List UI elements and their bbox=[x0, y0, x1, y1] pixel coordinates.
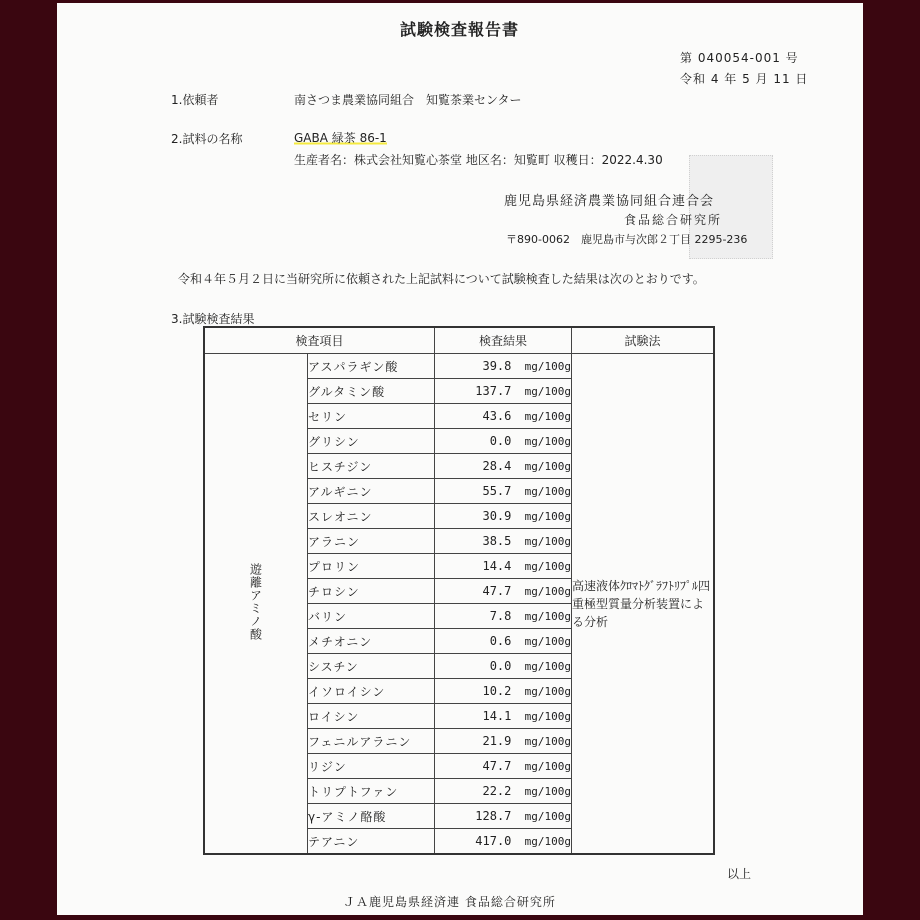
result-value: 417.0 bbox=[475, 834, 512, 848]
test-result bbox=[435, 404, 572, 429]
result-unit: mg/100g bbox=[524, 535, 571, 548]
result-value: 28.4 bbox=[482, 459, 512, 473]
test-result bbox=[435, 429, 572, 454]
result-unit: mg/100g bbox=[524, 810, 571, 823]
test-item: チロシン bbox=[308, 579, 435, 604]
result-unit: mg/100g bbox=[524, 410, 571, 423]
test-item: イソロイシン bbox=[308, 679, 435, 704]
requester-value: 南さつま農業協同組合 知覧茶業センター bbox=[294, 93, 522, 107]
result-unit: mg/100g bbox=[524, 360, 571, 373]
result-unit: mg/100g bbox=[524, 435, 571, 448]
result-value: 47.7 bbox=[482, 759, 512, 773]
result-unit: mg/100g bbox=[524, 510, 571, 523]
result-value: 14.1 bbox=[482, 709, 512, 723]
test-result bbox=[435, 654, 572, 679]
test-item: トリプトファン bbox=[308, 779, 435, 804]
result-value: 38.5 bbox=[482, 534, 512, 548]
result-unit: mg/100g bbox=[524, 710, 571, 723]
issuer-department: 食品総合研究所 bbox=[624, 213, 723, 227]
result-unit: mg/100g bbox=[524, 635, 571, 648]
result-unit: mg/100g bbox=[524, 460, 571, 473]
header-item: 検査項目 bbox=[204, 327, 435, 354]
test-result bbox=[435, 629, 572, 654]
test-item: アスパラギン酸 bbox=[308, 354, 435, 379]
result-value: 14.4 bbox=[482, 559, 512, 573]
test-item: フェニルアラニン bbox=[308, 729, 435, 754]
test-item: セリン bbox=[308, 404, 435, 429]
test-item: アルギニン bbox=[308, 479, 435, 504]
result-unit: mg/100g bbox=[524, 785, 571, 798]
result-unit: mg/100g bbox=[524, 735, 571, 748]
result-unit: mg/100g bbox=[524, 385, 571, 398]
test-result bbox=[435, 529, 572, 554]
test-result bbox=[435, 479, 572, 504]
section-results-heading: 3.試験検査結果 bbox=[171, 312, 255, 326]
test-item: ヒスチジン bbox=[308, 454, 435, 479]
test-item: バリン bbox=[308, 604, 435, 629]
table-header-row bbox=[204, 327, 714, 354]
group-label-text: 遊離アミノ酸 bbox=[248, 563, 263, 641]
document-date: 令和 4 年 5 月 11 日 bbox=[680, 72, 809, 86]
result-value: 39.8 bbox=[482, 359, 512, 373]
test-item: γ-アミノ酪酸 bbox=[308, 804, 435, 829]
sample-name-value: GABA 緑茶 86-1 bbox=[294, 131, 387, 145]
results-table bbox=[203, 326, 715, 855]
test-result bbox=[435, 554, 572, 579]
result-unit: mg/100g bbox=[524, 585, 571, 598]
intro-text: 令和４年５月２日に当研究所に依頼された上記試料について試験検査した結果は次のとおりです。 bbox=[178, 272, 705, 286]
test-result bbox=[435, 729, 572, 754]
result-value: 43.6 bbox=[482, 409, 512, 423]
table-row bbox=[204, 354, 714, 379]
header-method: 試験法 bbox=[572, 327, 715, 354]
sample-name-label: 2.試料の名称 bbox=[171, 132, 243, 146]
result-value: 47.7 bbox=[482, 584, 512, 598]
result-unit: mg/100g bbox=[524, 560, 571, 573]
result-value: 128.7 bbox=[475, 809, 512, 823]
test-result bbox=[435, 604, 572, 629]
test-result bbox=[435, 829, 572, 855]
result-value: 10.2 bbox=[482, 684, 512, 698]
test-result bbox=[435, 779, 572, 804]
report-paper bbox=[57, 3, 863, 915]
test-method: 高速液体ｸﾛﾏﾄｸﾞﾗﾌﾄﾘﾌﾟﾙ四重極型質量分析装置による分析 bbox=[572, 354, 715, 855]
result-unit: mg/100g bbox=[524, 660, 571, 673]
producer-info: 生産者名：株式会社知覧心茶堂 地区名：知覧町 収穫日：2022.4.30 bbox=[294, 153, 663, 167]
end-mark: 以上 bbox=[727, 867, 752, 881]
result-value: 0.6 bbox=[489, 634, 512, 648]
test-result bbox=[435, 704, 572, 729]
result-unit: mg/100g bbox=[524, 685, 571, 698]
test-item: グリシン bbox=[308, 429, 435, 454]
test-item: ロイシン bbox=[308, 704, 435, 729]
amino-acid-group-label bbox=[204, 354, 308, 855]
test-item: アラニン bbox=[308, 529, 435, 554]
test-item: グルタミン酸 bbox=[308, 379, 435, 404]
requester-label: 1.依頼者 bbox=[171, 93, 219, 107]
test-item: テアニン bbox=[308, 829, 435, 855]
report-title: 試験検査報告書 bbox=[400, 20, 520, 39]
result-unit: mg/100g bbox=[524, 835, 571, 848]
result-unit: mg/100g bbox=[524, 760, 571, 773]
result-value: 137.7 bbox=[475, 384, 512, 398]
result-value: 22.2 bbox=[482, 784, 512, 798]
test-result bbox=[435, 454, 572, 479]
test-item: スレオニン bbox=[308, 504, 435, 529]
result-value: 55.7 bbox=[482, 484, 512, 498]
test-result bbox=[435, 504, 572, 529]
issuer-address: 〒890-0062 鹿児島市与次郎２丁目 2295-236 bbox=[506, 233, 748, 246]
result-value: 7.8 bbox=[489, 609, 512, 623]
test-item: プロリン bbox=[308, 554, 435, 579]
test-item: シスチン bbox=[308, 654, 435, 679]
test-result bbox=[435, 379, 572, 404]
test-result bbox=[435, 679, 572, 704]
result-value: 30.9 bbox=[482, 509, 512, 523]
test-result bbox=[435, 354, 572, 379]
result-unit: mg/100g bbox=[524, 610, 571, 623]
test-item: リジン bbox=[308, 754, 435, 779]
result-value: 0.0 bbox=[489, 659, 512, 673]
test-item: メチオニン bbox=[308, 629, 435, 654]
test-result bbox=[435, 754, 572, 779]
issuer-organization: 鹿児島県経済農業協同組合連合会 bbox=[504, 194, 715, 209]
test-result bbox=[435, 804, 572, 829]
document-number: 第 040054-001 号 bbox=[680, 51, 799, 65]
result-value: 0.0 bbox=[489, 434, 512, 448]
test-result bbox=[435, 579, 572, 604]
header-result: 検査結果 bbox=[435, 327, 572, 354]
result-unit: mg/100g bbox=[524, 485, 571, 498]
footer-organization: ＪＡ鹿児島県経済連 食品総合研究所 bbox=[343, 895, 556, 909]
result-value: 21.9 bbox=[482, 734, 512, 748]
